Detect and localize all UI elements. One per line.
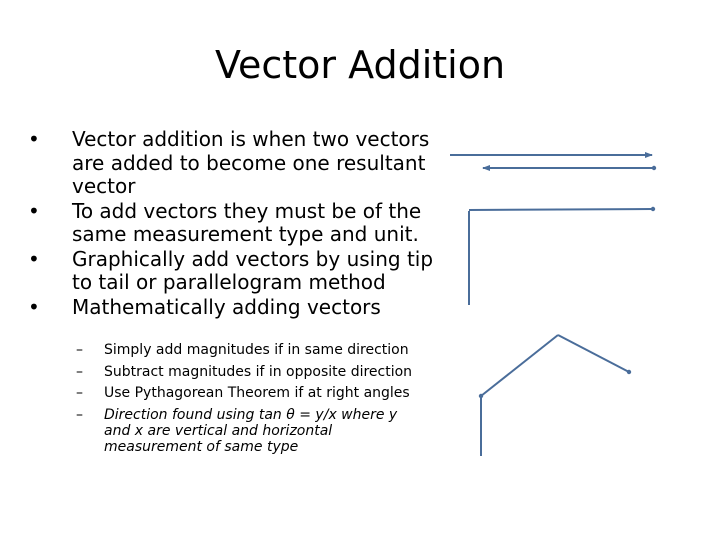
sub-bullet-text: Use Pythagorean Theorem if at right angles (104, 385, 410, 401)
vector-horizontal-component (469, 209, 653, 210)
slide-title: Vector Addition (214, 43, 506, 87)
bullet-text: Vector addition is when two vectors are added to become one resultant vector (72, 127, 430, 198)
bullet-text: Graphically add vectors by using tip to tail or parallelogram method (72, 246, 434, 294)
sub-bullet-text: Subtract magnitudes if in opposite direction (104, 363, 413, 380)
bullet-icon: • (28, 127, 40, 151)
bullet-text: To add vectors they must be of the same measurement type and unit. (72, 198, 422, 246)
vector-diagonal-up (481, 335, 558, 396)
bullet-icon: • (28, 294, 40, 319)
dash-icon: – (76, 342, 83, 358)
bullet-icon: • (28, 246, 40, 271)
bullet-text: Mathematically adding vectors (72, 294, 381, 319)
dash-icon: – (76, 385, 83, 401)
vector-tail-dot (479, 394, 483, 398)
dash-icon: – (76, 406, 83, 423)
dash-icon: – (76, 363, 83, 380)
sub-bullet-text: Simply add magnitudes if in same direction (104, 342, 409, 358)
vector-diagonal-down (558, 335, 629, 372)
bullet-icon: • (28, 198, 40, 223)
sub-bullet-text: Direction found using tan θ = y/x where y and x are vertical and horizontal measurement of same type (104, 406, 398, 455)
